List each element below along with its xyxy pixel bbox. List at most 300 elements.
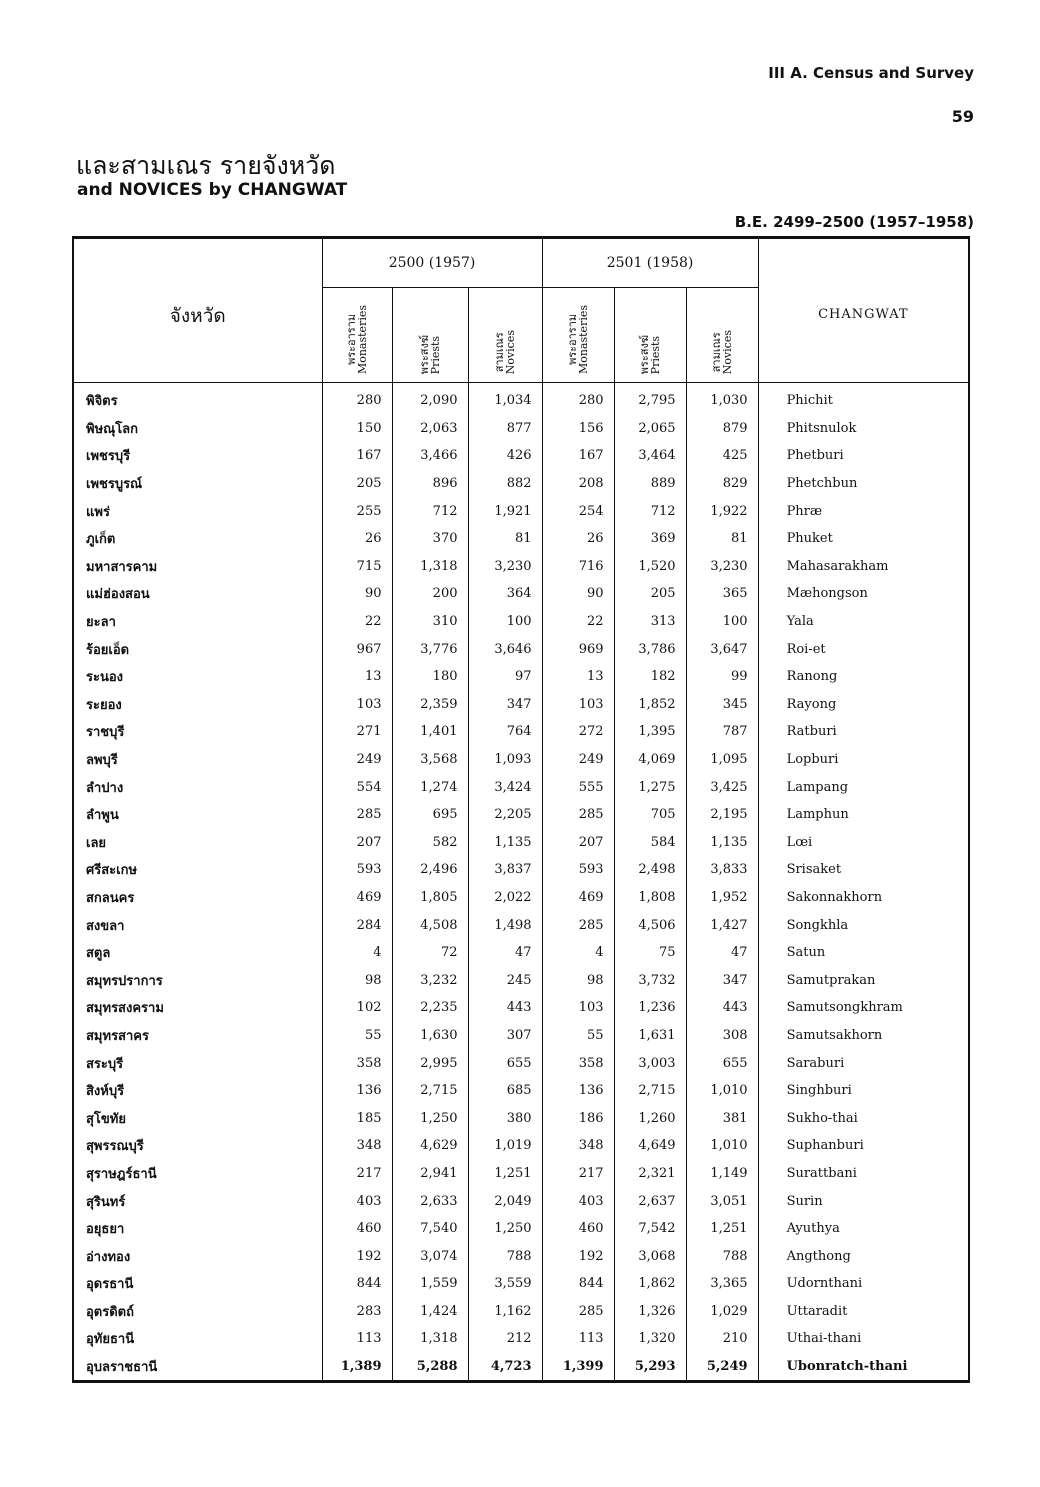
value-cell: 1,320 (614, 1325, 686, 1353)
value-cell: 3,464 (614, 442, 686, 470)
table-row (73, 415, 969, 443)
value-cell: 443 (468, 994, 542, 1022)
value-cell: 348 (542, 1132, 614, 1160)
province-name-thai: อยุธยา (86, 1222, 125, 1238)
value-cell: 100 (468, 608, 542, 636)
value-cell: 3,230 (468, 553, 542, 581)
province-name-thai: แพร่ (86, 504, 110, 520)
value-cell: 469 (542, 884, 614, 912)
province-name-thai: สุราษฎร์ธานี (86, 1166, 157, 1182)
value-cell: 310 (392, 608, 468, 636)
value-cell: 764 (468, 718, 542, 746)
value-cell: 102 (322, 994, 392, 1022)
table-row (73, 635, 969, 663)
value-cell: 3,559 (468, 1270, 542, 1298)
value-cell: 1,251 (686, 1215, 758, 1243)
value-cell: 425 (686, 442, 758, 470)
value-cell: 113 (542, 1325, 614, 1353)
value-cell: 712 (614, 497, 686, 525)
value-cell: 1,275 (614, 773, 686, 801)
value-cell: 272 (542, 718, 614, 746)
value-cell: 4,506 (614, 911, 686, 939)
province-name-thai: พิษณุโลก (86, 421, 139, 437)
changwat-name: Mæhongson (758, 580, 969, 608)
value-cell: 4,723 (468, 1353, 542, 1382)
data-table (72, 236, 970, 1383)
table-row (73, 553, 969, 581)
value-cell: 1,095 (686, 746, 758, 774)
value-cell: 100 (686, 608, 758, 636)
value-cell: 98 (322, 966, 392, 994)
value-cell: 4 (542, 939, 614, 967)
value-cell: 3,776 (392, 635, 468, 663)
province-name-thai: ยะลา (86, 615, 116, 631)
table-row (73, 525, 969, 553)
value-cell: 182 (614, 663, 686, 691)
value-cell: 877 (468, 415, 542, 443)
value-cell: 1,395 (614, 718, 686, 746)
value-cell: 99 (686, 663, 758, 691)
value-cell: 192 (542, 1242, 614, 1270)
changwat-name: Phetchbun (758, 470, 969, 498)
value-cell: 358 (322, 1049, 392, 1077)
table-row (73, 470, 969, 498)
value-cell: 285 (322, 801, 392, 829)
value-cell: 380 (468, 1104, 542, 1132)
value-cell: 2,941 (392, 1160, 468, 1188)
province-name-thai: สกลนคร (86, 890, 135, 906)
table-row (73, 773, 969, 801)
value-cell: 1,520 (614, 553, 686, 581)
value-cell: 3,424 (468, 773, 542, 801)
value-cell: 103 (542, 994, 614, 1022)
value-cell: 185 (322, 1104, 392, 1132)
value-cell: 217 (542, 1160, 614, 1188)
value-cell: 2,359 (392, 691, 468, 719)
value-cell: 1,952 (686, 884, 758, 912)
subheader-novices-1958: สามเณร Novices (686, 288, 758, 383)
changwat-name: Udornthani (758, 1270, 969, 1298)
province-name-thai: สระบุรี (86, 1056, 124, 1072)
value-cell: 212 (468, 1325, 542, 1353)
table-row (73, 383, 969, 415)
value-cell: 443 (686, 994, 758, 1022)
value-cell: 369 (614, 525, 686, 553)
changwat-name: Ratburi (758, 718, 969, 746)
changwat-name: Lœi (758, 829, 969, 857)
changwat-name: Songkhla (758, 911, 969, 939)
changwat-name: Samutsakhorn (758, 1022, 969, 1050)
value-cell: 3,365 (686, 1270, 758, 1298)
value-cell: 186 (542, 1104, 614, 1132)
changwat-name: Sukho-thai (758, 1104, 969, 1132)
value-cell: 13 (542, 663, 614, 691)
table-row (73, 801, 969, 829)
changwat-name: Phuket (758, 525, 969, 553)
changwat-name: Samutsongkhram (758, 994, 969, 1022)
value-cell: 882 (468, 470, 542, 498)
table-row (73, 1353, 969, 1382)
value-cell: 1,862 (614, 1270, 686, 1298)
value-cell: 1,559 (392, 1270, 468, 1298)
changwat-name: Ayuthya (758, 1215, 969, 1243)
value-cell: 280 (322, 383, 392, 415)
value-cell: 345 (686, 691, 758, 719)
province-name-thai: สุพรรณบุรี (86, 1139, 144, 1155)
value-cell: 2,321 (614, 1160, 686, 1188)
province-name-thai: สมุทรสงคราม (86, 1001, 164, 1017)
value-cell: 716 (542, 553, 614, 581)
value-cell: 3,003 (614, 1049, 686, 1077)
value-cell: 1,251 (468, 1160, 542, 1188)
value-cell: 347 (468, 691, 542, 719)
value-cell: 72 (392, 939, 468, 967)
value-cell: 90 (322, 580, 392, 608)
value-cell: 403 (542, 1187, 614, 1215)
value-cell: 249 (542, 746, 614, 774)
value-cell: 284 (322, 911, 392, 939)
value-cell: 200 (392, 580, 468, 608)
value-cell: 829 (686, 470, 758, 498)
table-row (73, 497, 969, 525)
table-row (73, 939, 969, 967)
province-name-thai: สมุทรสาคร (86, 1028, 149, 1044)
changwat-name: Srisaket (758, 856, 969, 884)
value-cell: 205 (614, 580, 686, 608)
value-cell: 582 (392, 829, 468, 857)
changwat-name: Samutprakan (758, 966, 969, 994)
value-cell: 2,715 (614, 1077, 686, 1105)
province-name-thai: สงขลา (86, 918, 125, 934)
value-cell: 695 (392, 801, 468, 829)
table-row (73, 884, 969, 912)
value-cell: 26 (322, 525, 392, 553)
province-name-thai: ลำพูน (86, 808, 119, 824)
province-name-thai: แม่ฮ่องสอน (86, 587, 150, 603)
changwat-name: Lopburi (758, 746, 969, 774)
province-name-thai: สตูล (86, 946, 111, 962)
table-row (73, 608, 969, 636)
table-row (73, 691, 969, 719)
value-cell: 460 (542, 1215, 614, 1243)
value-cell: 3,568 (392, 746, 468, 774)
value-cell: 4 (322, 939, 392, 967)
value-cell: 1,631 (614, 1022, 686, 1050)
province-name-thai: อุดรธานี (86, 1277, 134, 1293)
changwat-name: Angthong (758, 1242, 969, 1270)
value-cell: 1,029 (686, 1298, 758, 1326)
value-cell: 1,034 (468, 383, 542, 415)
changwat-name: Lamphun (758, 801, 969, 829)
value-cell: 255 (322, 497, 392, 525)
value-cell: 1,019 (468, 1132, 542, 1160)
province-name-thai: ราชบุรี (86, 725, 125, 741)
value-cell: 271 (322, 718, 392, 746)
province-name-thai: เลย (86, 835, 107, 851)
changwat-name: Surin (758, 1187, 969, 1215)
table-row (73, 994, 969, 1022)
changwat-name: Uttaradit (758, 1298, 969, 1326)
province-name-thai: ร้อยเอ็ด (86, 642, 130, 658)
table-row (73, 1215, 969, 1243)
province-name-thai: ระยอง (86, 697, 122, 713)
value-cell: 98 (542, 966, 614, 994)
value-cell: 3,646 (468, 635, 542, 663)
value-cell: 1,498 (468, 911, 542, 939)
changwat-name: Phræ (758, 497, 969, 525)
value-cell: 705 (614, 801, 686, 829)
value-cell: 7,542 (614, 1215, 686, 1243)
province-name-thai: ภูเก็ต (86, 532, 116, 548)
value-cell: 1,922 (686, 497, 758, 525)
value-cell: 3,786 (614, 635, 686, 663)
value-cell: 2,022 (468, 884, 542, 912)
value-cell: 426 (468, 442, 542, 470)
value-cell: 2,065 (614, 415, 686, 443)
value-cell: 1,805 (392, 884, 468, 912)
value-cell: 1,010 (686, 1132, 758, 1160)
value-cell: 156 (542, 415, 614, 443)
value-cell: 1,630 (392, 1022, 468, 1050)
province-name-thai: สมุทรปราการ (86, 973, 163, 989)
table-row (73, 442, 969, 470)
value-cell: 3,833 (686, 856, 758, 884)
province-name-thai: สุโขทัย (86, 1111, 126, 1127)
province-column-header: จังหวัด (73, 238, 322, 383)
province-name-thai: อุทัยธานี (86, 1332, 135, 1348)
province-name-thai: ศรีสะเกษ (86, 863, 138, 879)
table-row (73, 829, 969, 857)
value-cell: 103 (322, 691, 392, 719)
value-cell: 593 (322, 856, 392, 884)
table-row (73, 1187, 969, 1215)
value-cell: 180 (392, 663, 468, 691)
value-cell: 208 (542, 470, 614, 498)
value-cell: 1,808 (614, 884, 686, 912)
value-cell: 1,318 (392, 1325, 468, 1353)
subheader-priests-1957: พระสงฆ์ Priests (392, 288, 468, 383)
value-cell: 3,732 (614, 966, 686, 994)
value-cell: 3,425 (686, 773, 758, 801)
value-cell: 1,162 (468, 1298, 542, 1326)
value-cell: 2,235 (392, 994, 468, 1022)
value-cell: 283 (322, 1298, 392, 1326)
value-cell: 4,629 (392, 1132, 468, 1160)
value-cell: 685 (468, 1077, 542, 1105)
value-cell: 75 (614, 939, 686, 967)
value-cell: 167 (322, 442, 392, 470)
value-cell: 1,399 (542, 1353, 614, 1382)
value-cell: 889 (614, 470, 686, 498)
value-cell: 2,633 (392, 1187, 468, 1215)
value-cell: 2,637 (614, 1187, 686, 1215)
value-cell: 136 (542, 1077, 614, 1105)
year-header-1958: 2501 (1958) (542, 238, 758, 288)
value-cell: 2,195 (686, 801, 758, 829)
changwat-name: Phitsnulok (758, 415, 969, 443)
value-cell: 347 (686, 966, 758, 994)
value-cell: 313 (614, 608, 686, 636)
province-name-thai: สุรินทร์ (86, 1194, 126, 1210)
value-cell: 2,995 (392, 1049, 468, 1077)
value-cell: 1,326 (614, 1298, 686, 1326)
value-cell: 5,288 (392, 1353, 468, 1382)
value-cell: 3,647 (686, 635, 758, 663)
value-cell: 2,795 (614, 383, 686, 415)
table-row (73, 1077, 969, 1105)
value-cell: 47 (468, 939, 542, 967)
value-cell: 90 (542, 580, 614, 608)
value-cell: 879 (686, 415, 758, 443)
changwat-name: Singhburi (758, 1077, 969, 1105)
value-cell: 280 (542, 383, 614, 415)
table-row (73, 1298, 969, 1326)
value-cell: 788 (686, 1242, 758, 1270)
value-cell: 3,232 (392, 966, 468, 994)
table-row (73, 966, 969, 994)
subheader-monasteries-1958: พระอาราม Monasteries (542, 288, 614, 383)
value-cell: 7,540 (392, 1215, 468, 1243)
table-row (73, 1049, 969, 1077)
province-name-thai: ลำปาง (86, 780, 124, 796)
value-cell: 307 (468, 1022, 542, 1050)
changwat-name: Yala (758, 608, 969, 636)
table-row (73, 580, 969, 608)
value-cell: 3,837 (468, 856, 542, 884)
value-cell: 460 (322, 1215, 392, 1243)
table-row (73, 1270, 969, 1298)
value-cell: 1,424 (392, 1298, 468, 1326)
value-cell: 285 (542, 1298, 614, 1326)
value-cell: 358 (542, 1049, 614, 1077)
province-name-thai: เพชรบุรี (86, 449, 131, 465)
value-cell: 192 (322, 1242, 392, 1270)
changwat-name: Surattbani (758, 1160, 969, 1188)
value-cell: 370 (392, 525, 468, 553)
value-cell: 5,249 (686, 1353, 758, 1382)
value-cell: 113 (322, 1325, 392, 1353)
table-row (73, 1022, 969, 1050)
value-cell: 136 (322, 1077, 392, 1105)
changwat-name: Mahasarakham (758, 553, 969, 581)
value-cell: 81 (468, 525, 542, 553)
table-row (73, 1132, 969, 1160)
subheader-priests-1958: พระสงฆ์ Priests (614, 288, 686, 383)
value-cell: 150 (322, 415, 392, 443)
value-cell: 249 (322, 746, 392, 774)
value-cell: 1,401 (392, 718, 468, 746)
province-name-thai: ลพบุรี (86, 753, 118, 769)
province-name-thai: เพชรบูรณ์ (86, 477, 143, 493)
value-cell: 1,274 (392, 773, 468, 801)
value-cell: 26 (542, 525, 614, 553)
value-cell: 655 (686, 1049, 758, 1077)
province-name-thai: มหาสารคาม (86, 559, 158, 575)
value-cell: 593 (542, 856, 614, 884)
province-name-thai: อ่างทอง (86, 1249, 131, 1265)
value-cell: 1,149 (686, 1160, 758, 1188)
value-cell: 207 (542, 829, 614, 857)
year-header-1957: 2500 (1957) (322, 238, 542, 288)
page-number: 59 (951, 107, 974, 126)
value-cell: 844 (322, 1270, 392, 1298)
value-cell: 967 (322, 635, 392, 663)
changwat-name: Satun (758, 939, 969, 967)
value-cell: 103 (542, 691, 614, 719)
value-cell: 3,230 (686, 553, 758, 581)
value-cell: 1,389 (322, 1353, 392, 1382)
value-cell: 4,649 (614, 1132, 686, 1160)
value-cell: 3,466 (392, 442, 468, 470)
province-name-thai: อุบลราชธานี (86, 1360, 158, 1376)
value-cell: 1,427 (686, 911, 758, 939)
value-cell: 205 (322, 470, 392, 498)
value-cell: 2,715 (392, 1077, 468, 1105)
value-cell: 2,496 (392, 856, 468, 884)
value-cell: 788 (468, 1242, 542, 1270)
value-cell: 4,508 (392, 911, 468, 939)
value-cell: 22 (542, 608, 614, 636)
value-cell: 285 (542, 801, 614, 829)
table-row (73, 1160, 969, 1188)
value-cell: 2,049 (468, 1187, 542, 1215)
value-cell: 22 (322, 608, 392, 636)
value-cell: 1,135 (468, 829, 542, 857)
changwat-name: Ranong (758, 663, 969, 691)
value-cell: 1,852 (614, 691, 686, 719)
table-row (73, 856, 969, 884)
value-cell: 2,498 (614, 856, 686, 884)
changwat-column-header: CHANGWAT (758, 238, 969, 383)
value-cell: 1,236 (614, 994, 686, 1022)
value-cell: 469 (322, 884, 392, 912)
value-cell: 4,069 (614, 746, 686, 774)
value-cell: 365 (686, 580, 758, 608)
value-cell: 364 (468, 580, 542, 608)
province-name-thai: อุตรดิตถ์ (86, 1304, 134, 1320)
value-cell: 584 (614, 829, 686, 857)
value-cell: 167 (542, 442, 614, 470)
value-cell: 896 (392, 470, 468, 498)
value-cell: 210 (686, 1325, 758, 1353)
value-cell: 554 (322, 773, 392, 801)
table-row (73, 911, 969, 939)
province-name-thai: พิจิตร (86, 394, 118, 410)
changwat-name: Saraburi (758, 1049, 969, 1077)
value-cell: 1,135 (686, 829, 758, 857)
changwat-name: Sakonnakhorn (758, 884, 969, 912)
table-row (73, 1104, 969, 1132)
table-row (73, 663, 969, 691)
value-cell: 715 (322, 553, 392, 581)
value-cell: 47 (686, 939, 758, 967)
value-cell: 655 (468, 1049, 542, 1077)
thai-title: และสามเณร รายจังหวัด (76, 151, 336, 180)
value-cell: 285 (542, 911, 614, 939)
changwat-name: Rayong (758, 691, 969, 719)
value-cell: 348 (322, 1132, 392, 1160)
subheader-monasteries-1957: พระอาราม Monasteries (322, 288, 392, 383)
value-cell: 245 (468, 966, 542, 994)
value-cell: 97 (468, 663, 542, 691)
value-cell: 1,250 (392, 1104, 468, 1132)
table-row (73, 746, 969, 774)
section-header: III A. Census and Survey (768, 64, 974, 82)
english-title: and NOVICES by CHANGWAT (77, 180, 348, 200)
value-cell: 381 (686, 1104, 758, 1132)
value-cell: 207 (322, 829, 392, 857)
value-cell: 2,090 (392, 383, 468, 415)
